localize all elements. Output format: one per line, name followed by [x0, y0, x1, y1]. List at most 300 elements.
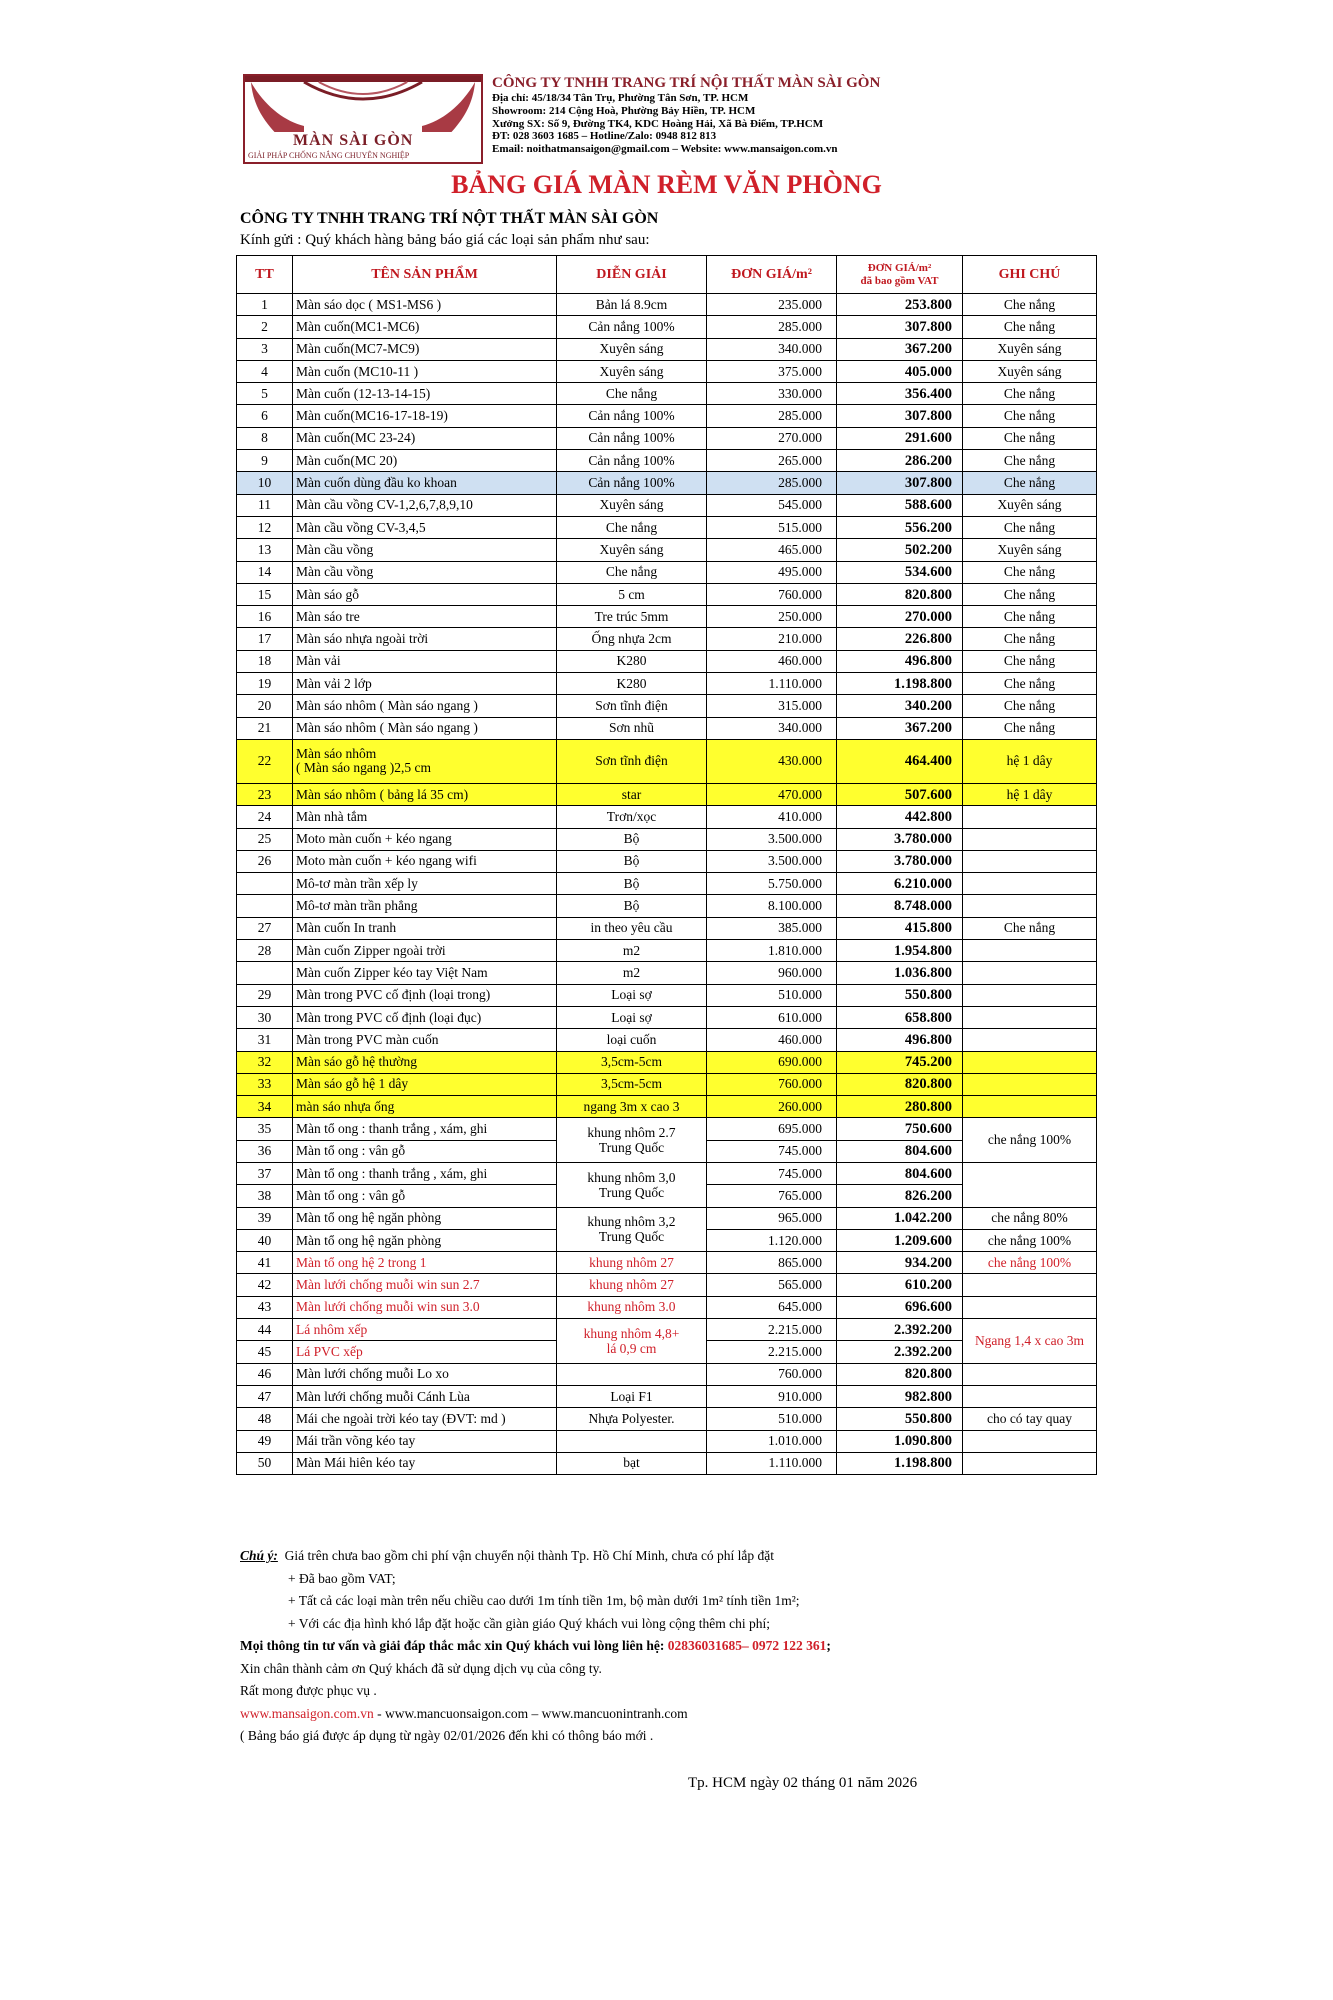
cell-tt: 31	[237, 1029, 293, 1051]
cell-tt: 10	[237, 472, 293, 494]
cell-note: Xuyên sáng	[963, 360, 1097, 382]
table-row	[237, 873, 1097, 895]
cell-tt: 45	[237, 1341, 293, 1363]
cell-vat-price: 1.198.800	[837, 673, 963, 695]
cell-price: 510.000	[707, 1408, 837, 1430]
cell-desc-line2: Trung Quốc	[598, 1184, 665, 1200]
cell-desc: Cản nắng 100%	[557, 405, 707, 427]
cell-tt: 8	[237, 427, 293, 449]
cell-note: che nắng 100%	[963, 1252, 1097, 1274]
cell-price: 250.000	[707, 606, 837, 628]
company-logo	[243, 74, 483, 164]
note-label: Chú ý:	[240, 1548, 278, 1563]
cell-name: Màn cầu vồng CV-1,2,6,7,8,9,10	[293, 494, 557, 516]
cell-note	[963, 850, 1097, 872]
table-row	[237, 850, 1097, 872]
note-line-1	[240, 1545, 1140, 1568]
cell-tt: 16	[237, 606, 293, 628]
cell-vat-price: 280.800	[837, 1096, 963, 1118]
cell-price: 8.100.000	[707, 895, 837, 917]
cell-price: 5.750.000	[707, 873, 837, 895]
cell-price: 410.000	[707, 806, 837, 828]
cell-price: 690.000	[707, 1051, 837, 1073]
cell-price: 430.000	[707, 739, 837, 783]
cell-name: Màn tổ ong hệ ngăn phòng	[293, 1229, 557, 1251]
table-row	[237, 1162, 1097, 1184]
cell-tt: 21	[237, 717, 293, 739]
cell-tt: 41	[237, 1252, 293, 1274]
cell-desc: Cản nắng 100%	[557, 472, 707, 494]
cell-name: Màn lưới chống muỗi Cánh Lùa	[293, 1385, 557, 1407]
table-row	[237, 561, 1097, 583]
cell-note: Che nắng	[963, 450, 1097, 472]
table-body-red	[237, 1252, 1097, 1319]
cell-name: Màn cuốn(MC1-MC6)	[293, 316, 557, 338]
cell-tt: 39	[237, 1207, 293, 1229]
cell-tt: 33	[237, 1073, 293, 1095]
cell-tt: 42	[237, 1274, 293, 1296]
cell-vat-price: 270.000	[837, 606, 963, 628]
table-body-honeycomb	[237, 1118, 1097, 1252]
cell-note	[963, 1296, 1097, 1318]
cell-desc: Ống nhựa 2cm	[557, 628, 707, 650]
table-row	[237, 783, 1097, 805]
header-vat-price	[837, 256, 963, 294]
cell-price: 695.000	[707, 1118, 837, 1140]
cell-desc: Sơn tĩnh điện	[557, 739, 707, 783]
cell-note: che nắng 80%	[963, 1207, 1097, 1229]
cell-tt: 30	[237, 1006, 293, 1028]
cell-price: 760.000	[707, 1363, 837, 1385]
cell-name: Màn sáo dọc ( MS1-MS6 )	[293, 294, 557, 316]
cell-tt: 50	[237, 1452, 293, 1474]
cell-note	[963, 1029, 1097, 1051]
cell-price: 2.215.000	[707, 1341, 837, 1363]
cell-price: 285.000	[707, 472, 837, 494]
table-row	[237, 1029, 1097, 1051]
table-row	[237, 1252, 1097, 1274]
cell-vat-price: 307.800	[837, 316, 963, 338]
cell-desc: Xuyên sáng	[557, 360, 707, 382]
cell-note-group: Ngang 1,4 x cao 3m	[963, 1319, 1097, 1364]
cell-vat-price: 286.200	[837, 450, 963, 472]
cell-name: Màn tổ ong : vân gỗ	[293, 1185, 557, 1207]
cell-price: 340.000	[707, 717, 837, 739]
cell-note: Che nắng	[963, 673, 1097, 695]
cell-desc: Loại sợ	[557, 984, 707, 1006]
cell-vat-price: 6.210.000	[837, 873, 963, 895]
cell-vat-price: 415.800	[837, 917, 963, 939]
cell-tt: 19	[237, 673, 293, 695]
table-body-a	[237, 294, 1097, 740]
cell-tt: 11	[237, 494, 293, 516]
table-row	[237, 516, 1097, 538]
cell-desc: Bản lá 8.9cm	[557, 294, 707, 316]
header-price: ĐƠN GIÁ/m²	[707, 256, 837, 294]
thanks-line: Xin chân thành cảm ơn Quý khách đã sử dụng dịch vụ của công ty.	[240, 1660, 602, 1676]
cell-price: 465.000	[707, 539, 837, 561]
cell-note: hệ 1 dây	[963, 783, 1097, 805]
cell-name: Màn vải	[293, 650, 557, 672]
cell-tt: 44	[237, 1319, 293, 1341]
cell-tt: 49	[237, 1430, 293, 1452]
cell-tt: 22	[237, 739, 293, 783]
table-row	[237, 895, 1097, 917]
cell-tt: 9	[237, 450, 293, 472]
cell-name-line1: Màn sáo nhôm	[296, 746, 377, 762]
cell-name: Màn sáo gỗ hệ thường	[293, 1051, 557, 1073]
cell-desc: m2	[557, 940, 707, 962]
logo-tagline: GIẢI PHÁP CHỐNG NẮNG CHUYÊN NGHIỆP	[248, 151, 410, 160]
cell-vat-price: 226.800	[837, 628, 963, 650]
cell-vat-price: 804.600	[837, 1140, 963, 1162]
cell-tt: 32	[237, 1051, 293, 1073]
cell-name: Màn cuốn (12-13-14-15)	[293, 383, 557, 405]
notes-section	[240, 1545, 1140, 1748]
cell-vat-price: 405.000	[837, 360, 963, 382]
cell-name: Màn nhà tắm	[293, 806, 557, 828]
cell-name: Màn cầu vồng	[293, 561, 557, 583]
cell-price: 1.010.000	[707, 1430, 837, 1452]
cell-name: Màn sáo tre	[293, 606, 557, 628]
cell-tt: 17	[237, 628, 293, 650]
cell-note: Che nắng	[963, 583, 1097, 605]
table-row	[237, 1118, 1097, 1140]
cell-name: Màn tổ ong : thanh trắng , xám, ghi	[293, 1118, 557, 1140]
cell-tt: 27	[237, 917, 293, 939]
validity-line: ( Bảng báo giá được áp dụng từ ngày 02/01/2026 đến khi có thông báo mới .	[240, 1728, 654, 1743]
cell-price: 265.000	[707, 450, 837, 472]
cell-price: 515.000	[707, 516, 837, 538]
cell-name: Màn trong PVC cố định (loại trong)	[293, 984, 557, 1006]
table-row	[237, 338, 1097, 360]
contact-phone: 02836031685– 0972 122 361	[667, 1638, 827, 1653]
table-row	[237, 1385, 1097, 1407]
cell-desc: Nhựa Polyester.	[557, 1408, 707, 1430]
cell-price: 270.000	[707, 427, 837, 449]
cell-price: 260.000	[707, 1096, 837, 1118]
cell-tt: 46	[237, 1363, 293, 1385]
cell-desc: Xuyên sáng	[557, 494, 707, 516]
cell-price: 495.000	[707, 561, 837, 583]
cell-price: 1.810.000	[707, 940, 837, 962]
cell-tt: 35	[237, 1118, 293, 1140]
cell-price: 645.000	[707, 1296, 837, 1318]
cell-desc: Tre trúc 5mm	[557, 606, 707, 628]
cell-tt: 28	[237, 940, 293, 962]
cell-vat-price: 307.800	[837, 405, 963, 427]
table-row	[237, 450, 1097, 472]
table-row	[237, 1006, 1097, 1028]
table-body-c	[237, 1363, 1097, 1474]
cell-vat-price: 550.800	[837, 984, 963, 1006]
cell-name: màn sáo nhựa ống	[293, 1096, 557, 1118]
table-row	[237, 1096, 1097, 1118]
cell-tt: 29	[237, 984, 293, 1006]
cell-desc-line2: Trung Quốc	[598, 1229, 665, 1245]
cell-name: Màn lưới chống muỗi win sun 2.7	[293, 1274, 557, 1296]
cell-note: Che nắng	[963, 472, 1097, 494]
header-note: GHI CHÚ	[963, 256, 1097, 294]
cell-note: Che nắng	[963, 650, 1097, 672]
cell-vat-price: 982.800	[837, 1385, 963, 1407]
cell-vat-price: 356.400	[837, 383, 963, 405]
cell-vat-price: 1.042.200	[837, 1207, 963, 1229]
cell-tt: 48	[237, 1408, 293, 1430]
cell-note: cho có tay quay	[963, 1408, 1097, 1430]
contact-line	[240, 1635, 1140, 1658]
cell-note: Che nắng	[963, 405, 1097, 427]
table-row	[237, 717, 1097, 739]
cell-price: 210.000	[707, 628, 837, 650]
cell-name: Màn trong PVC màn cuốn	[293, 1029, 557, 1051]
cell-price: 510.000	[707, 984, 837, 1006]
cell-vat-price: 1.036.800	[837, 962, 963, 984]
table-row	[237, 1207, 1097, 1229]
cell-desc: Xuyên sáng	[557, 539, 707, 561]
cell-tt: 36	[237, 1140, 293, 1162]
cell-vat-price: 291.600	[837, 427, 963, 449]
cell-tt	[237, 873, 293, 895]
cell-name: Màn cuốn In tranh	[293, 917, 557, 939]
table-row	[237, 1363, 1097, 1385]
cell-note: Xuyên sáng	[963, 494, 1097, 516]
website-link-main[interactable]: www.mansaigon.com.vn	[240, 1705, 374, 1721]
table-row	[237, 472, 1097, 494]
cell-vat-price: 502.200	[837, 539, 963, 561]
cell-note	[963, 1096, 1097, 1118]
cell-tt: 5	[237, 383, 293, 405]
cell-vat-price: 3.780.000	[837, 850, 963, 872]
contact-end: ;	[826, 1638, 831, 1653]
cell-note: Che nắng	[963, 606, 1097, 628]
cell-price: 965.000	[707, 1207, 837, 1229]
cell-price: 375.000	[707, 360, 837, 382]
cell-note	[963, 940, 1097, 962]
cell-name: Màn vải 2 lớp	[293, 673, 557, 695]
table-row	[237, 583, 1097, 605]
cell-name: Lá PVC xếp	[293, 1341, 557, 1363]
cell-vat-price: 340.200	[837, 695, 963, 717]
cell-desc: Trơn/xọc	[557, 806, 707, 828]
cell-note-empty	[963, 1162, 1097, 1207]
cell-name: Mô-tơ màn trần xếp ly	[293, 873, 557, 895]
cell-price: 760.000	[707, 583, 837, 605]
cell-note: Che nắng	[963, 917, 1097, 939]
cell-tt: 47	[237, 1385, 293, 1407]
cell-tt: 34	[237, 1096, 293, 1118]
table-row	[237, 360, 1097, 382]
header-vat-line1: ĐƠN GIÁ/m²	[867, 261, 932, 274]
cell-vat-price: 820.800	[837, 583, 963, 605]
cell-price: 760.000	[707, 1073, 837, 1095]
cell-name: Màn sáo nhôm ( bảng lá 35 cm)	[293, 783, 557, 805]
table-row	[237, 828, 1097, 850]
cell-tt: 15	[237, 583, 293, 605]
cell-desc-group	[557, 1319, 707, 1364]
cell-vat-price: 750.600	[837, 1118, 963, 1140]
cell-tt: 23	[237, 783, 293, 805]
cell-name: Màn tổ ong hệ 2 trong 1	[293, 1252, 557, 1274]
cell-name: Màn trong PVC cố định (loại đục)	[293, 1006, 557, 1028]
cell-tt: 2	[237, 316, 293, 338]
table-row	[237, 1408, 1097, 1430]
cell-tt: 4	[237, 360, 293, 382]
cell-desc: Loại F1	[557, 1385, 707, 1407]
website-links-other[interactable]: - www.mancuonsaigon.com – www.mancuonintranh.com	[373, 1705, 688, 1721]
cell-desc-group	[557, 1118, 707, 1163]
header-tt: TT	[237, 256, 293, 294]
cell-price: 340.000	[707, 338, 837, 360]
cell-tt: 1	[237, 294, 293, 316]
table-row	[237, 984, 1097, 1006]
company-email-web: Email: noithatmansaigon@gmail.com – Website: www.mansaigon.com.vn	[492, 143, 838, 156]
cell-tt: 38	[237, 1185, 293, 1207]
cell-name: Màn cuốn(MC 20)	[293, 450, 557, 472]
cell-tt: 14	[237, 561, 293, 583]
cell-vat-price: 1.090.800	[837, 1430, 963, 1452]
company-info	[492, 74, 1112, 156]
cell-vat-price: 496.800	[837, 650, 963, 672]
cell-price: 3.500.000	[707, 850, 837, 872]
cell-note	[963, 1051, 1097, 1073]
cell-name	[293, 739, 557, 783]
cell-note: Che nắng	[963, 427, 1097, 449]
table-row	[237, 1296, 1097, 1318]
table-body-b	[237, 783, 1097, 1117]
cell-note: hệ 1 dây	[963, 739, 1097, 783]
cell-vat-price: 507.600	[837, 783, 963, 805]
cell-vat-price: 2.392.200	[837, 1341, 963, 1363]
cell-vat-price: 367.200	[837, 717, 963, 739]
cell-name: Mái trần võng kéo tay	[293, 1430, 557, 1452]
cell-desc	[557, 1363, 707, 1385]
cell-name: Màn sáo nhôm ( Màn sáo ngang )	[293, 695, 557, 717]
cell-vat-price: 307.800	[837, 472, 963, 494]
cell-vat-price: 1.209.600	[837, 1229, 963, 1251]
cell-desc-line2: lá 0,9 cm	[606, 1340, 657, 1356]
cell-price: 470.000	[707, 783, 837, 805]
table-row	[237, 695, 1097, 717]
table-row	[237, 962, 1097, 984]
cell-desc: star	[557, 783, 707, 805]
cell-desc: Bộ	[557, 850, 707, 872]
cell-note	[963, 962, 1097, 984]
cell-desc: khung nhôm 27	[557, 1252, 707, 1274]
cell-price: 545.000	[707, 494, 837, 516]
cell-name: Màn Mái hiên kéo tay	[293, 1452, 557, 1474]
cell-price: 2.215.000	[707, 1319, 837, 1341]
cell-name: Màn lưới chống muỗi win sun 3.0	[293, 1296, 557, 1318]
cell-vat-price: 826.200	[837, 1185, 963, 1207]
cell-price: 315.000	[707, 695, 837, 717]
cell-desc: Cản nắng 100%	[557, 427, 707, 449]
cell-note	[963, 1006, 1097, 1028]
cell-tt: 6	[237, 405, 293, 427]
cell-price: 910.000	[707, 1385, 837, 1407]
cell-desc-group	[557, 1162, 707, 1207]
intro-greeting: Kính gửi : Quý khách hàng bảng báo giá các loại sản phẩm như sau:	[240, 232, 650, 248]
table-row	[237, 383, 1097, 405]
table-row	[237, 940, 1097, 962]
cell-note	[963, 1363, 1097, 1385]
cell-name: Mô-tơ màn trần phẳng	[293, 895, 557, 917]
table-row	[237, 405, 1097, 427]
cell-price: 865.000	[707, 1252, 837, 1274]
cell-name: Màn cuốn Zipper ngoài trời	[293, 940, 557, 962]
cell-note: Xuyên sáng	[963, 539, 1097, 561]
cell-name: Màn tổ ong : thanh trắng , xám, ghi	[293, 1162, 557, 1184]
note-text-1: Giá trên chưa bao gồm chi phí vận chuyển nội thành Tp. Hồ Chí Minh, chưa có phí lắp đặt	[284, 1548, 775, 1563]
cell-note: Che nắng	[963, 383, 1097, 405]
note-line-2: + Đã bao gồm VAT;	[288, 1570, 396, 1586]
cell-tt: 37	[237, 1162, 293, 1184]
sign-date: Tp. HCM ngày 02 tháng 01 năm 2026	[688, 1775, 918, 1791]
cell-vat-price: 804.600	[837, 1162, 963, 1184]
contact-text: Mọi thông tin tư vấn và giải đáp thắc mắc xin Quý khách vui lòng liên hệ:	[240, 1638, 668, 1653]
cell-desc: Sơn tĩnh điện	[557, 695, 707, 717]
cell-note: Che nắng	[963, 695, 1097, 717]
table-row	[237, 673, 1097, 695]
cell-desc: Cản nắng 100%	[557, 316, 707, 338]
cell-tt: 24	[237, 806, 293, 828]
cell-tt: 3	[237, 338, 293, 360]
table-row	[237, 739, 1097, 783]
cell-tt: 25	[237, 828, 293, 850]
cell-vat-price: 610.200	[837, 1274, 963, 1296]
cell-note: Che nắng	[963, 628, 1097, 650]
header-vat-line2: đã bao gồm VAT	[860, 274, 939, 287]
table-header-row	[237, 256, 1097, 294]
cell-note: Che nắng	[963, 516, 1097, 538]
cell-name: Màn cầu vồng CV-3,4,5	[293, 516, 557, 538]
cell-desc: Cản nắng 100%	[557, 450, 707, 472]
cell-tt: 26	[237, 850, 293, 872]
cell-note	[963, 984, 1097, 1006]
cell-price: 235.000	[707, 294, 837, 316]
cell-desc: Che nắng	[557, 383, 707, 405]
cell-tt	[237, 962, 293, 984]
cell-vat-price: 820.800	[837, 1363, 963, 1385]
cell-vat-price: 253.800	[837, 294, 963, 316]
cell-price: 745.000	[707, 1162, 837, 1184]
cell-note	[963, 1452, 1097, 1474]
cell-vat-price: 8.748.000	[837, 895, 963, 917]
cell-name: Màn cuốn(MC16-17-18-19)	[293, 405, 557, 427]
cell-price: 285.000	[707, 405, 837, 427]
cell-price: 460.000	[707, 1029, 837, 1051]
cell-vat-price: 1.198.800	[837, 1452, 963, 1474]
cell-name: Màn sáo gỗ hệ 1 dây	[293, 1073, 557, 1095]
cell-tt: 13	[237, 539, 293, 561]
cell-note: Xuyên sáng	[963, 338, 1097, 360]
table-row	[237, 1051, 1097, 1073]
cell-desc: khung nhôm 3.0	[557, 1296, 707, 1318]
table-body-folding	[237, 1319, 1097, 1364]
cell-desc: 5 cm	[557, 583, 707, 605]
cell-desc: khung nhôm 27	[557, 1274, 707, 1296]
cell-vat-price: 658.800	[837, 1006, 963, 1028]
cell-price: 285.000	[707, 316, 837, 338]
cell-vat-price: 442.800	[837, 806, 963, 828]
cell-desc: m2	[557, 962, 707, 984]
cell-desc: Bộ	[557, 873, 707, 895]
table-row	[237, 917, 1097, 939]
cell-desc: K280	[557, 650, 707, 672]
cell-price: 1.120.000	[707, 1229, 837, 1251]
cell-desc-line1: khung nhôm 3,2	[587, 1214, 676, 1230]
cell-desc-line1: khung nhôm 4,8+	[583, 1325, 680, 1341]
